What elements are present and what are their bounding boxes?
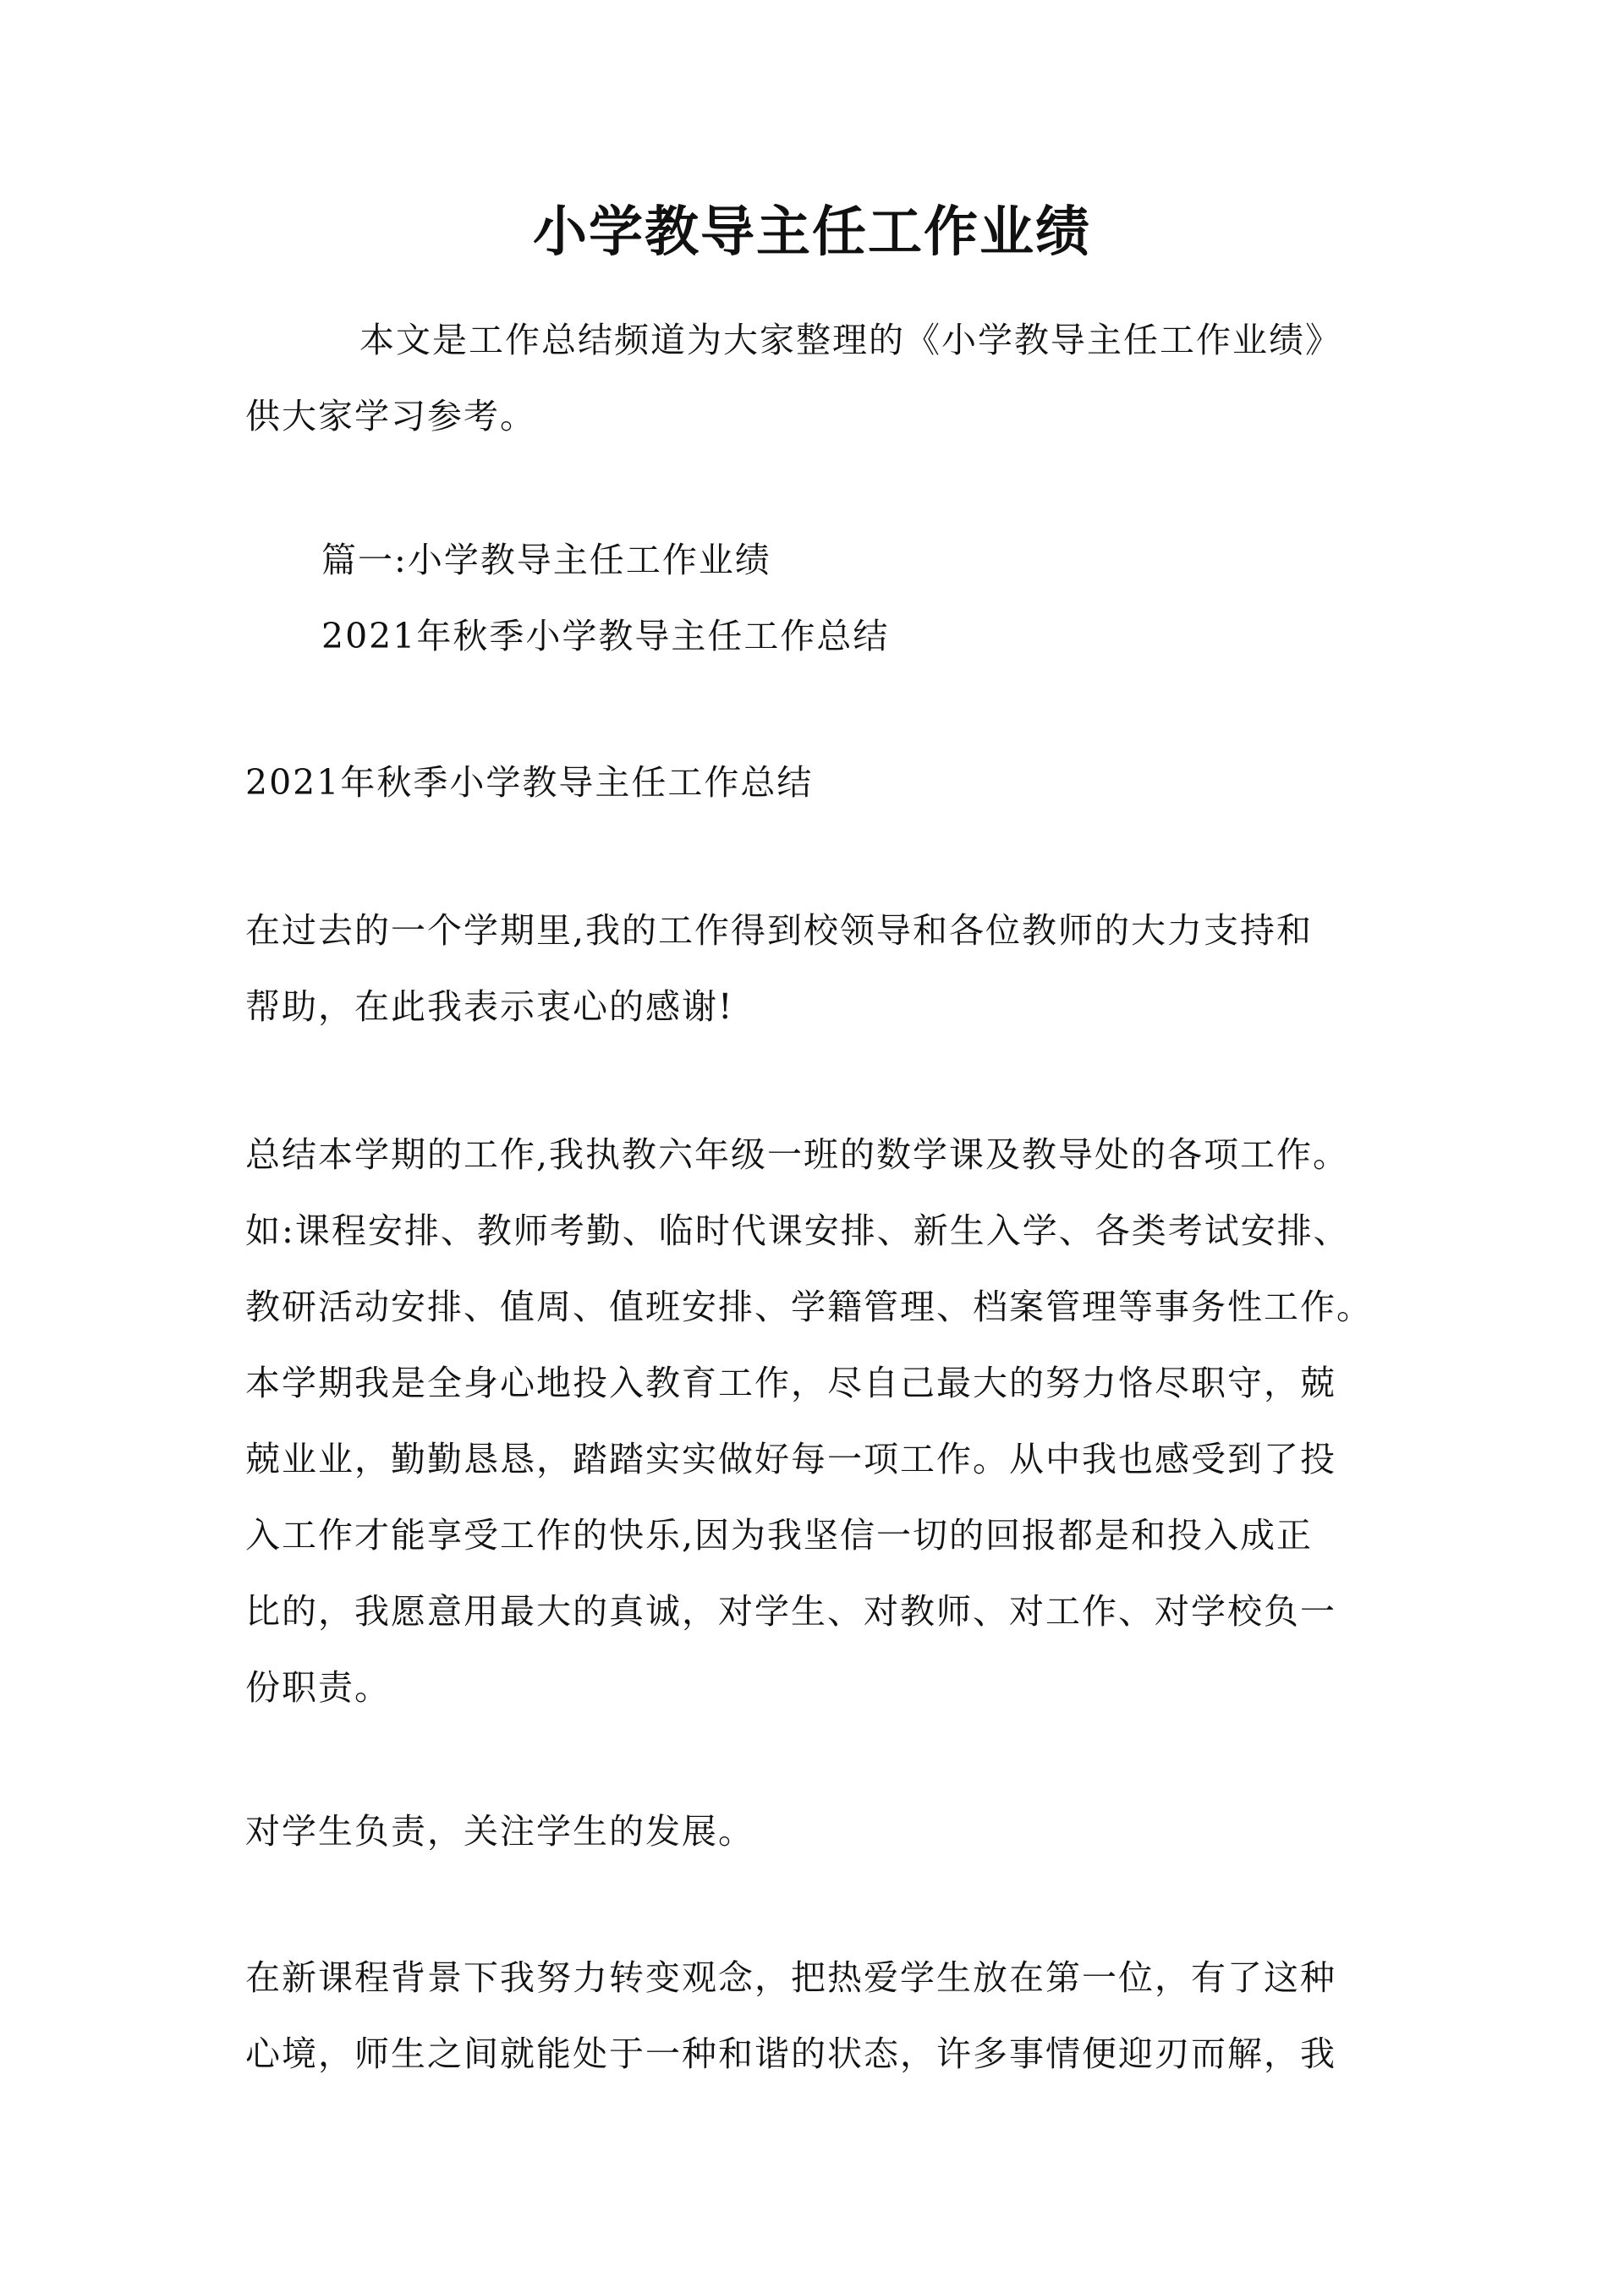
paragraph-1-line-2: 帮助，在此我表示衷心的感谢! (245, 986, 734, 1027)
paragraph-2-line-2: 如:课程安排、教师考勤、临时代课安排、新生入学、各类考试安排、 (245, 1210, 1350, 1251)
paragraph-4-line-2: 心境，师生之间就能处于一种和谐的状态，许多事情便迎刃而解，我 (245, 2033, 1336, 2074)
paragraph-4-line-1: 在新课程背景下我努力转变观念，把热爱学生放在第一位，有了这种 (245, 1957, 1336, 1998)
paragraph-2-line-7: 比的，我愿意用最大的真诚，对学生、对教师、对工作、对学校负一 (245, 1591, 1336, 1632)
paragraph-1-line-1: 在过去的一个学期里,我的工作得到校领导和各位教师的大力支持和 (245, 910, 1314, 951)
paragraph-3-heading: 对学生负责，关注学生的发展。 (245, 1811, 754, 1852)
paragraph-2-line-4: 本学期我是全身心地投入教育工作，尽自己最大的努力恪尽职守，兢 (245, 1363, 1336, 1403)
summary-heading: 2021年秋季小学教导主任工作总结 (245, 762, 814, 803)
intro-line-2: 供大家学习参考。 (245, 396, 536, 436)
paragraph-2-line-5: 兢业业，勤勤恳恳，踏踏实实做好每一项工作。从中我也感受到了投 (245, 1439, 1336, 1479)
section-heading: 篇一:小学教导主任工作业绩 (321, 540, 771, 580)
paragraph-2-line-6: 入工作才能享受工作的快乐,因为我坚信一切的回报都是和投入成正 (245, 1515, 1314, 1556)
paragraph-2-line-1: 总结本学期的工作,我执教六年级一班的数学课及教导处的各项工作。 (245, 1134, 1350, 1175)
paragraph-2-line-8: 份职责。 (245, 1667, 391, 1708)
intro-line-1: 本文是工作总结频道为大家整理的《小学教导主任工作业绩》 (359, 320, 1341, 360)
paragraph-2-line-3: 教研活动安排、值周、值班安排、学籍管理、档案管理等事务性工作。 (245, 1287, 1373, 1327)
section-subheading: 2021年秋季小学教导主任工作总结 (321, 616, 890, 656)
document-title: 小学教导主任工作业绩 (533, 200, 1091, 264)
